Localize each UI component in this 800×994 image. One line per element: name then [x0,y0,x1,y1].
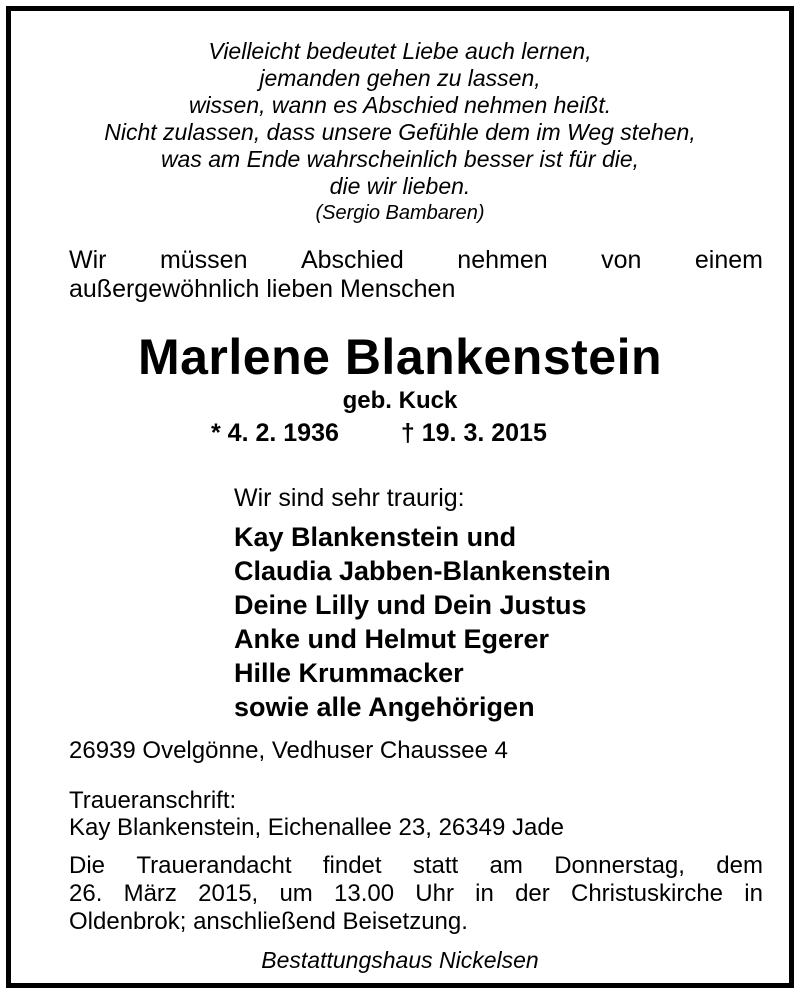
service-word: 2015, [198,880,259,907]
service-word: in [744,880,763,907]
service-word: März [123,880,177,907]
condolence-value: Kay Blankenstein, Eichenallee 23, 26349 Jade [69,814,565,841]
intro-word: Wir [69,246,107,274]
service-word: findet [322,852,382,879]
service-word: statt [412,852,459,879]
mourners-list [234,520,611,724]
poem-line: wissen, wann es Abschied nehmen heißt. [188,92,612,118]
mourner-name: Claudia Jabben-Blankenstein [234,556,611,586]
service-word: Christuskirche [570,880,724,907]
poem-line: die wir lieben. [329,173,471,199]
obituary-notice [6,6,794,988]
service-line-3: Oldenbrok; anschließend Beisetzung. [69,908,468,935]
intro-word: müssen [159,246,248,274]
service-word: am [489,852,523,879]
service-word: dem [716,852,763,879]
intro-word: einem [694,246,763,274]
life-dates [211,417,547,449]
mourner-name: Deine Lilly und Dein Justus [234,590,587,620]
service-word: um [279,880,313,907]
mourner-name: Hille Krummacker [234,658,464,688]
mourner-name: Kay Blankenstein und [234,522,517,552]
family-address: 26939 Ovelgönne, Vedhuser Chaussee 4 [69,737,508,764]
intro-word: von [601,246,642,274]
condolence-label: Traueranschrift: [69,787,237,814]
death-date: † 19. 3. 2015 [400,419,547,447]
birth-date: * 4. 2. 1936 [211,419,339,447]
mourning-heading: Wir sind sehr traurig: [234,484,465,512]
service-word: Uhr [415,880,454,907]
service-word: Die [69,852,106,879]
poem-line: Nicht zulassen, dass unsere Gefühle dem im Weg stehen, [104,119,696,145]
poem [11,38,789,226]
poem-line: Vielleicht bedeutet Liebe auch lernen, [208,38,592,64]
service-line-2 [69,880,763,908]
service-word: Trauerandacht [136,852,292,879]
intro-text [69,246,763,304]
intro-line-1 [69,246,763,275]
service-word: 13.00 [334,880,395,907]
mourner-name: sowie alle Angehörigen [234,692,535,722]
service-word: Donnerstag, [554,852,685,879]
service-line-1 [69,852,763,880]
service-word: in [475,880,494,907]
maiden-name: geb. Kuck [342,387,458,414]
poem-author: (Sergio Bambaren) [315,202,485,224]
intro-word: nehmen [457,246,548,274]
intro-line-2: außergewöhnlich lieben Menschen [69,275,456,303]
poem-line: was am Ende wahrscheinlich besser ist für die, [160,146,640,172]
condolence-address [69,787,564,841]
mourner-name: Anke und Helmut Egerer [234,624,550,654]
intro-word: Abschied [300,246,404,274]
undertaker-name: Bestattungshaus Nickelsen [261,947,539,973]
service-word: der [515,880,550,907]
service-info [69,852,763,936]
deceased-name: Marlene Blankenstein [137,329,663,385]
service-word: 26. [69,880,103,907]
poem-line: jemanden gehen zu lassen, [259,65,541,91]
